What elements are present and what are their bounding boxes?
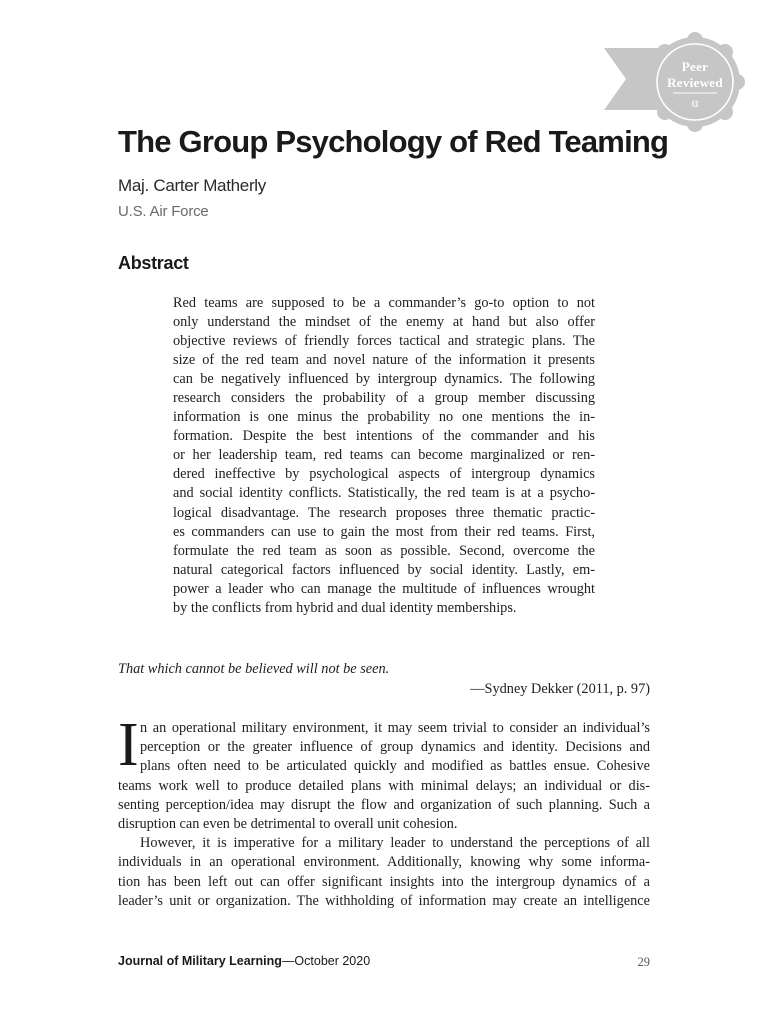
body-line: n an operational military environment, it may seem trivial to consider an individual’s (140, 720, 650, 736)
abstract-line: can be negatively influenced by intergroup dynamics. The following (173, 371, 595, 388)
body-line: individuals in an operational environment. Additionally, knowing why some informa- (118, 854, 650, 871)
badge-ornament-icon: ɞ (691, 96, 699, 110)
body-line: plans often need to be articulated quickly and modified as battles ensue. Cohesive (140, 758, 650, 775)
abstract-line: formation. Despite the best intentions of the commander and his (173, 428, 595, 445)
badge-label-peer: Peer (681, 59, 709, 74)
author-affiliation: U.S. Air Force (118, 203, 209, 220)
epigraph-quote: That which cannot be believed will not be seen. (118, 661, 390, 677)
epigraph-attribution: —Sydney Dekker (2011, p. 97) (470, 681, 650, 697)
abstract-line: information is one minus the probability no one mentions the in- (173, 409, 595, 426)
abstract-line: formulate the red team as soon as possible. Second, overcome the (173, 542, 595, 559)
abstract-line: objective reviews of friendly forces tactical and strategic plans. The (173, 333, 595, 350)
abstract-text (173, 294, 595, 618)
abstract-line: logical disadvantage. The research proposes three thematic practic- (173, 504, 595, 521)
body-line: tion has been left out can offer significant insights into the intergroup dynamics of a (118, 873, 650, 890)
abstract-line: power a leader who can manage the multitude of influences wrought (173, 580, 595, 597)
footer-journal-name: Journal of Military Learning (118, 954, 282, 968)
abstract-line: size of the red team and novel nature of the information it presents (173, 352, 595, 369)
body-text (118, 719, 650, 911)
drop-cap: I (118, 711, 139, 779)
badge-label-reviewed: Reviewed (667, 75, 723, 90)
abstract-line: only understand the mindset of the enemy at hand but also offer (173, 314, 595, 331)
abstract-heading: Abstract (118, 253, 189, 273)
article-title: The Group Psychology of Red Teaming (118, 124, 669, 159)
abstract-line: and social identity conflicts. Statistically, the red team is at a psycho- (173, 485, 595, 502)
abstract-line: by the conflicts from hybrid and dual identity memberships. (173, 599, 517, 616)
body-line: teams work well to produce detailed plans with minimal delays; an individual or dis- (118, 777, 650, 794)
abstract-line: or her leadership team, red teams can become marginalized or ren- (173, 447, 595, 464)
body-line: leader’s unit or organization. The withholding of information may create an intelligence (118, 892, 650, 909)
abstract-line: es commanders can use to gain the most from their red teams. First, (173, 523, 595, 540)
abstract-line: research considers the probability of a group member discussing (173, 390, 595, 407)
footer-journal-citation (118, 954, 370, 968)
body-line: senting perception/idea may disrupt the flow and organization of such planning. Such a (118, 796, 650, 813)
author-name: Maj. Carter Matherly (118, 176, 266, 195)
abstract-line: Red teams are supposed to be a commander’s go-to option to not (173, 295, 595, 311)
abstract-line: dered ineffective by psychological aspects of intergroup dynamics (173, 466, 595, 483)
footer-issue-date: —October 2020 (281, 954, 371, 968)
body-line: perception or the greater influence of group dynamics and identity. Decisions and (140, 739, 650, 756)
body-line: disruption can even be detrimental to overall unit cohesion. (118, 815, 458, 832)
abstract-line: natural categorical factors influenced by social identity. Lastly, em- (173, 561, 595, 578)
page-number: 29 (637, 955, 650, 969)
body-line: However, it is imperative for a military leader to understand the perceptions of all (140, 835, 650, 852)
